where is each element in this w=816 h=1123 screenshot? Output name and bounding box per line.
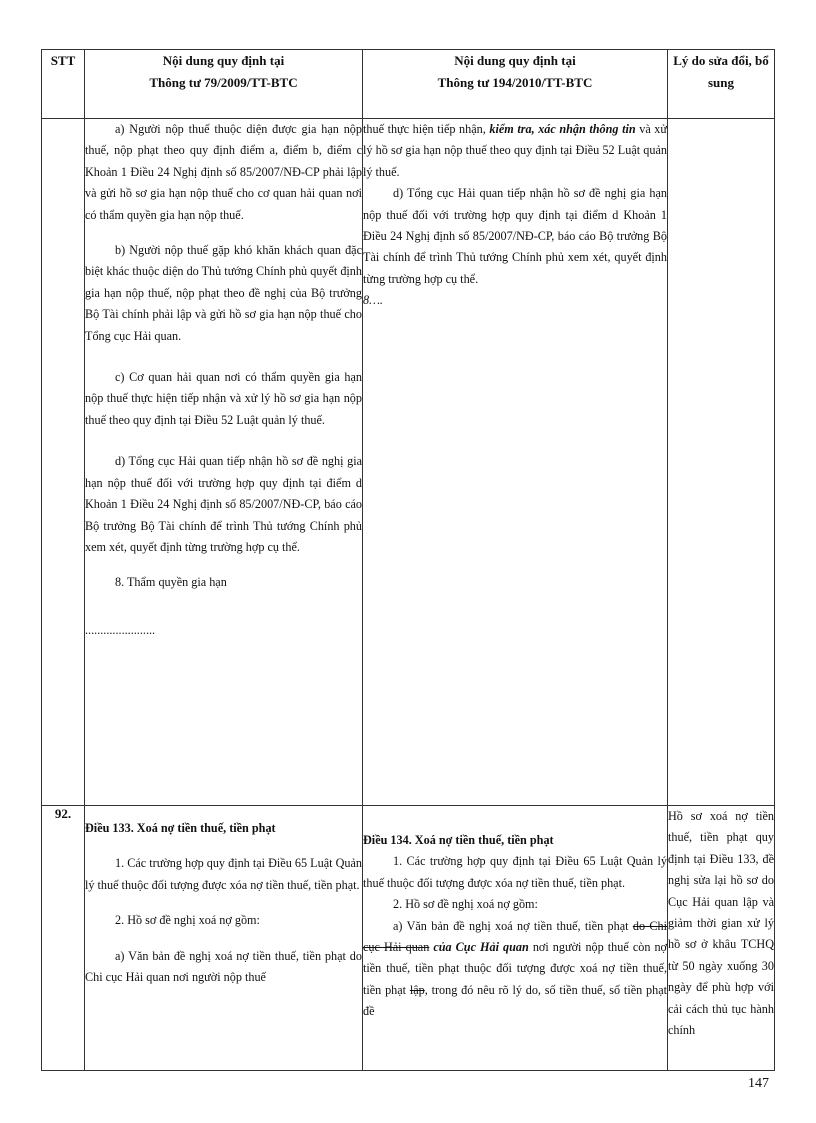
- header-new-regulation: [363, 50, 668, 119]
- row2-new-p2: 2. Hồ sơ đề nghị xoá nợ gồm:: [393, 897, 538, 912]
- header-old-regulation: [85, 50, 363, 119]
- row1-new-item8: 8….: [363, 293, 383, 308]
- row1-old-d: d) Tổng cục Hải quan tiếp nhận hồ sơ đề nghị gia hạn nộp thuế đối với trường hợp quy định tại điểm d Khoản 1 Điều 24 Nghị định số 85/2007/NĐ-CP, báo cáo Bộ trưởng Bộ Tài chính để trình Thủ tướng Chính phủ xem xét, quyết định từng trường hợp cụ thể.: [85, 454, 362, 554]
- row2-new-p3-b: nơi người nộp thuế còn nợ tiền thuế, tiền phạt thuộc đối tượng được xoá nợ tiền thuế, tiền phạt: [363, 940, 667, 997]
- row1-new-c-bold: kiểm tra, xác nhận thông tin: [489, 122, 636, 136]
- comparison-table: [41, 49, 775, 1071]
- row1-reason: [668, 119, 775, 806]
- row1-old-item8: 8. Thẩm quyền gia hạn: [115, 575, 227, 590]
- row1-old-c: c) Cơ quan hải quan nơi có thẩm quyền gia hạn nộp thuế thực hiện tiếp nhận và xử lý hồ sơ gia hạn nộp thuế theo quy định tại Điều 52 Luật quản lý thuế.: [85, 370, 362, 427]
- row2-new-title: Điều 134. Xoá nợ tiền thuế, tiền phạt: [363, 833, 554, 847]
- row1-stt: [42, 119, 85, 806]
- row2-old-p1: 1. Các trường hợp quy định tại Điều 65 Luật Quản lý thuế thuộc đối tượng được xóa nợ tiền thuế, tiền phạt.: [85, 856, 362, 892]
- header-old-line1: Nội dung quy định tại: [162, 53, 285, 68]
- row2-new-p3-strike2: lập: [409, 982, 425, 997]
- row2-old-title: Điều 133. Xoá nợ tiền thuế, tiền phạt: [85, 821, 276, 835]
- row2-stt: 92.: [42, 806, 85, 1071]
- header-stt: STT: [42, 50, 85, 119]
- row2-old-p3: a) Văn bản đề nghị xoá nợ tiền thuế, tiền phạt do Chi cục Hải quan nơi người nộp thuế: [85, 948, 362, 985]
- row2-old-content: [85, 806, 363, 1071]
- row1-old-content: [85, 119, 363, 806]
- header-old-line2: Thông tư 79/2009/TT-BTC: [149, 75, 298, 90]
- header-new-line1: Nội dung quy định tại: [454, 53, 576, 68]
- row2-old-p2: 2. Hồ sơ đề nghị xoá nợ gồm:: [115, 913, 260, 928]
- row2-new-p3: [363, 916, 667, 1023]
- row1-new-c-pre: thuế thực hiện tiếp nhận,: [363, 122, 490, 136]
- row1-new-d: d) Tổng cục Hải quan tiếp nhận hồ sơ đề nghị gia hạn nộp thuế đối với trường hợp quy định tại điểm d Khoản 1 Điều 24 Nghị định số 85/2007/NĐ-CP, báo cáo Bộ trưởng Bộ Tài chính để trình Thủ tướng Chính phủ xem xét, quyết định từng trường hợp cụ thể.: [363, 186, 667, 286]
- header-reason: Lý do sửa đổi, bổ sung: [668, 50, 775, 119]
- header-new-line2: Thông tư 194/2010/TT-BTC: [437, 75, 593, 90]
- row2-new-p3-a: a) Văn bản đề nghị xoá nợ tiền thuế, tiền phạt: [393, 918, 633, 933]
- row2-reason: Hồ sơ xoá nợ tiền thuế, tiền phạt quy định tại Điều 133, đề nghị sửa lại hồ sơ do Cục Hải quan lập và giảm thời gian xử lý hồ sơ ở khâu TCHQ từ 50 ngày xuống 30 ngày để phù hợp với cải cách thủ tục hành chính: [668, 806, 775, 1071]
- row1-old-b: b) Người nộp thuế gặp khó khăn khách quan đặc biệt khác thuộc diện do Thủ tướng Chính phủ quyết định gia hạn nộp thuế, nộp phạt theo đề nghị của Bộ trưởng Bộ Tài chính phải lập và gửi hồ sơ gia hạn nộp thuế cho Tổng cục Hải quan.: [85, 243, 362, 343]
- row1-old-a: a) Người nộp thuế thuộc diện được gia hạn nộp thuế, nộp phạt theo quy định điểm a, điểm b, điểm c Khoản 1 Điều 24 Nghị định số 85/2007/NĐ-CP phải lập và gửi hồ sơ gia hạn nộp thuế cho cơ quan hải quan nơi có thẩm quyền gia hạn nộp thuế.: [85, 122, 362, 222]
- row2-new-p3-strike1: do Chi cục Hải quan: [363, 918, 667, 955]
- page-number: 147: [748, 1076, 769, 1091]
- table-row: [42, 806, 775, 1071]
- row1-new-content: [363, 119, 668, 806]
- row2-new-p1: 1. Các trường hợp quy định tại Điều 65 Luật Quản lý thuế thuộc đối tượng được xóa nợ tiền thuế, tiền phạt.: [363, 854, 667, 890]
- row1-new-c: [363, 119, 667, 183]
- table-header-row: [42, 50, 775, 119]
- table-row: [42, 119, 775, 806]
- row2-new-p3-bold: của Cục Hải quan: [429, 940, 529, 955]
- row1-old-dots: .......................: [85, 622, 156, 637]
- row2-new-content: [363, 806, 668, 1071]
- row2-new-p3-c: , trong đó nêu rõ lý do, số tiền thuế, số tiền phạt đề: [363, 982, 667, 1019]
- row1-new-c-post: và xử lý hồ sơ gia hạn nộp thuế theo quy định tại Điều 52 Luật quản lý thuế.: [363, 122, 668, 179]
